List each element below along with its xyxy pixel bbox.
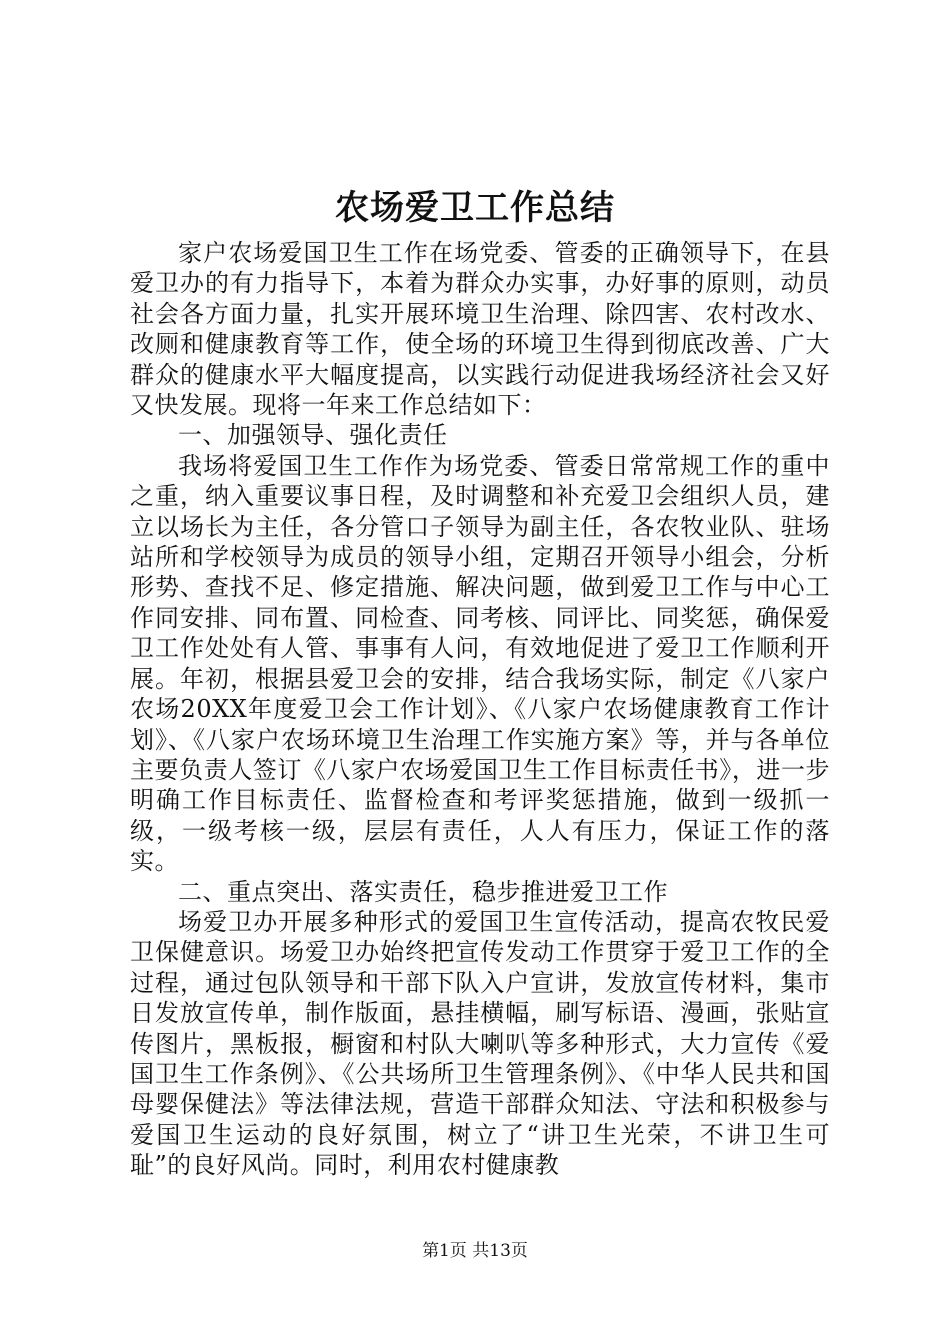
document-title: 农场爱卫工作总结 [335,188,615,228]
section-2-paragraph: 场爱卫办开展多种形式的爱国卫生宣传活动，提高农牧民爱卫保健意识。场爱卫办始终把宣传发动工作贯穿于爱卫工作的全过程，通过包队领导和干部下队入户宣讲，发放宣传材料，集市日发放宣传单，制作版面，悬挂横幅，刷写标语、漫画，张贴宣传图片，黑板报，橱窗和村队大喇叭等多种形式，大力宣传《爱国卫生工作条例》、《公共场所卫生管理条例》、《中华人民共和国母婴保健法》等法律法规，营造干部群众知法、守法和积极参与爱国卫生运动的良好氛围，树立了“讲卫生光荣，不讲卫生可耻”的良好风尚。同时，利用农村健康教 [130,907,830,1180]
section-1-paragraph: 我场将爱国卫生工作作为场党委、管委日常常规工作的重中之重，纳入重要议事日程，及时调整和补充爱卫会组织人员，建立以场长为主任，各分管口子领导为副主任，各农牧业队、驻场站所和学校领导为成员的领导小组，定期召开领导小组会，分析形势、查找不足、修定措施、解决问题，做到爱卫工作与中心工作同安排、同布置、同检查、同考核、同评比、同奖惩，确保爱卫工作处处有人管、事事有人问，有效地促进了爱卫工作顺利开展。年初，根据县爱卫会的安排，结合我场实际，制定《八家户农场20XX年度爱卫会工作计划》、《八家户农场健康教育工作计划》、《八家户农场环境卫生治理工作实施方案》等，并与各单位主要负责人签订《八家户农场爱国卫生工作目标责任书》，进一步明确工作目标责任、监督检查和考评奖惩措施，做到一级抓一级，一级考核一级，层层有责任，人人有压力，保证工作的落实。 [130,451,830,876]
document-body [130,238,830,1181]
intro-paragraph: 家户农场爱国卫生工作在场党委、管委的正确领导下，在县爱卫办的有力指导下，本着为群众办实事，办好事的原则，动员社会各方面力量，扎实开展环境卫生治理、除四害、农村改水、改厕和健康教育等工作，使全场的环境卫生得到彻底改善、广大群众的健康水平大幅度提高，以实践行动促进我场经济社会又好又快发展。现将一年来工作总结如下： [130,239,830,420]
section-heading-1: 一、加强领导、强化责任 [178,421,448,450]
section-heading-2: 二、重点突出、落实责任，稳步推进爱卫工作 [178,877,668,906]
page-number-footer: 第1页 共13页 [422,1241,528,1261]
